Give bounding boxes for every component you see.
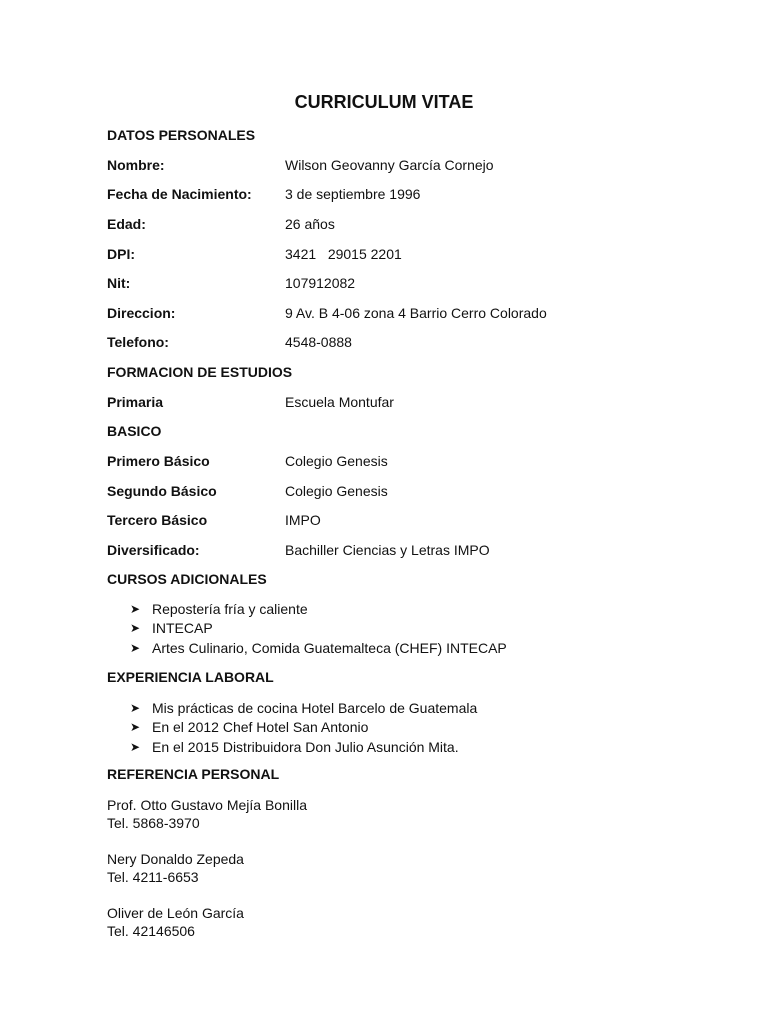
value-telefono: 4548-0888 (285, 334, 352, 350)
value-tercero-basico: IMPO (285, 512, 321, 528)
reference-phone: Tel. 42146506 (107, 923, 195, 939)
value-fecha-nacimiento: 3 de septiembre 1996 (285, 186, 421, 202)
section-heading-education: FORMACION DE ESTUDIOS (107, 364, 293, 380)
reference-phone: Tel. 4211-6653 (107, 869, 199, 885)
reference-entry (107, 796, 307, 832)
arrow-bullet-icon: ➤ (130, 640, 141, 655)
value-direccion: 9 Av. B 4-06 zona 4 Barrio Cerro Colorado (285, 305, 547, 321)
arrow-bullet-icon: ➤ (130, 720, 141, 735)
label-dpi: DPI: (107, 246, 135, 262)
value-nit: 107912082 (285, 275, 356, 291)
label-nit: Nit: (107, 275, 131, 291)
label-telefono: Telefono: (107, 334, 169, 350)
list-item: ➤ Artes Culinario, Comida Guatemalteca (CHEF) INTECAP (130, 639, 507, 658)
value-nombre: Wilson Geovanny García Cornejo (285, 157, 494, 173)
courses-list (130, 600, 507, 658)
list-item: ➤ INTECAP (130, 619, 507, 638)
arrow-bullet-icon: ➤ (130, 621, 141, 636)
section-heading-personal: DATOS PERSONALES (107, 127, 256, 143)
label-direccion: Direccion: (107, 305, 176, 321)
document-title: CURRICULUM VITAE (294, 92, 474, 112)
label-segundo-basico: Segundo Básico (107, 483, 217, 499)
section-heading-courses: CURSOS ADICIONALES (107, 571, 267, 587)
label-edad: Edad: (107, 216, 146, 232)
reference-name: Prof. Otto Gustavo Mejía Bonilla (107, 797, 307, 813)
arrow-bullet-icon: ➤ (130, 701, 141, 715)
label-fecha-nacimiento: Fecha de Nacimiento: (107, 186, 252, 202)
value-dpi: 3421 29015 2201 (285, 246, 402, 262)
section-heading-experience: EXPERIENCIA LABORAL (107, 669, 274, 685)
section-heading-references: REFERENCIA PERSONAL (107, 766, 280, 782)
value-segundo-basico: Colegio Genesis (285, 483, 388, 499)
list-item: ➤ Repostería fría y caliente (130, 600, 507, 619)
subheading-basico: BASICO (107, 423, 162, 439)
reference-name: Oliver de León García (107, 905, 244, 921)
list-item: ➤ Mis prácticas de cocina Hotel Barcelo de Guatemala (130, 699, 477, 718)
reference-entry (107, 904, 244, 940)
label-primero-basico: Primero Básico (107, 453, 210, 469)
reference-phone: Tel. 5868-3970 (107, 815, 200, 831)
value-diversificado: Bachiller Ciencias y Letras IMPO (285, 542, 490, 558)
label-nombre: Nombre: (107, 157, 165, 173)
label-tercero-basico: Tercero Básico (107, 512, 208, 528)
list-item: ➤ En el 2012 Chef Hotel San Antonio (130, 718, 477, 737)
label-primaria: Primaria (107, 394, 164, 410)
reference-name: Nery Donaldo Zepeda (107, 851, 244, 867)
reference-entry (107, 850, 244, 886)
list-item: ➤ En el 2015 Distribuidora Don Julio Asunción Mita. (130, 738, 477, 757)
experience-list (130, 699, 477, 757)
value-edad: 26 años (285, 216, 335, 232)
value-primero-basico: Colegio Genesis (285, 453, 388, 469)
arrow-bullet-icon: ➤ (130, 739, 141, 754)
value-primaria: Escuela Montufar (285, 394, 394, 410)
label-diversificado: Diversificado: (107, 542, 200, 558)
arrow-bullet-icon: ➤ (130, 602, 141, 616)
